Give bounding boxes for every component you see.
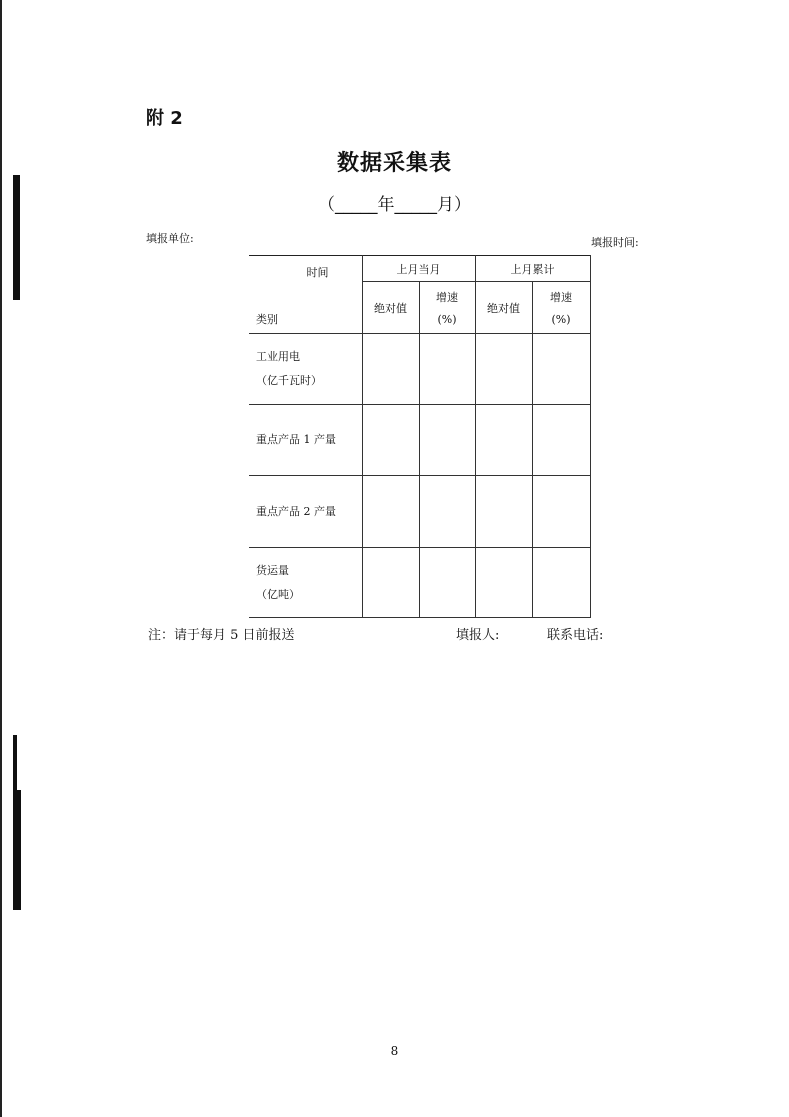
attachment-label: 附 2 bbox=[146, 108, 183, 129]
contact-phone-label: 联系电话: bbox=[547, 628, 604, 643]
value-cell[interactable] bbox=[362, 334, 419, 405]
reporting-time-label: 填报时间: bbox=[591, 236, 639, 249]
category-cell bbox=[249, 548, 362, 618]
value-cell[interactable] bbox=[362, 476, 419, 548]
reporting-unit-label: 填报单位: bbox=[146, 232, 194, 245]
scan-binding-mark bbox=[13, 735, 17, 795]
table-row bbox=[249, 548, 590, 618]
category-name: 货运量 bbox=[256, 563, 289, 577]
corner-time-label: 时间 bbox=[306, 266, 329, 279]
value-cell[interactable] bbox=[532, 548, 590, 618]
value-cell[interactable] bbox=[532, 476, 590, 548]
group-header-current-month: 上月当月 bbox=[362, 256, 475, 282]
category-name: 工业用电 bbox=[256, 350, 300, 363]
value-cell[interactable] bbox=[419, 476, 475, 548]
category-cell bbox=[249, 334, 362, 405]
submission-note: 注：请于每月 5 日前报送 bbox=[148, 628, 295, 643]
table-row bbox=[249, 334, 590, 405]
growth-label: 增速 bbox=[436, 291, 458, 304]
corner-category-label: 类别 bbox=[256, 313, 278, 326]
header-corner-cell bbox=[249, 256, 362, 334]
data-collection-table bbox=[249, 255, 591, 618]
value-cell[interactable] bbox=[419, 405, 475, 476]
category-name: 重点产品 1 产量 bbox=[256, 433, 336, 446]
group-header-cumulative: 上月累计 bbox=[475, 256, 590, 282]
category-name: 重点产品 2 产量 bbox=[256, 504, 336, 518]
subheader-absolute: 绝对值 bbox=[475, 282, 532, 334]
category-cell bbox=[249, 476, 362, 548]
growth-unit: (%) bbox=[437, 313, 457, 326]
value-cell[interactable] bbox=[362, 405, 419, 476]
value-cell[interactable] bbox=[419, 334, 475, 405]
subheader-growth bbox=[532, 282, 590, 334]
subheader-absolute: 绝对值 bbox=[362, 282, 419, 334]
value-cell[interactable] bbox=[475, 476, 532, 548]
subheader-growth bbox=[419, 282, 475, 334]
category-unit: （亿千瓦时） bbox=[256, 374, 322, 387]
table-row bbox=[249, 405, 590, 476]
growth-unit: (%) bbox=[551, 313, 571, 326]
value-cell[interactable] bbox=[475, 405, 532, 476]
value-cell[interactable] bbox=[532, 334, 590, 405]
value-cell[interactable] bbox=[362, 548, 419, 618]
table-row bbox=[249, 476, 590, 548]
value-cell[interactable] bbox=[475, 548, 532, 618]
value-cell[interactable] bbox=[419, 548, 475, 618]
category-cell bbox=[249, 405, 362, 476]
page-title: 数据采集表 bbox=[336, 151, 452, 176]
filler-label: 填报人: bbox=[456, 628, 500, 643]
page-number: 8 bbox=[390, 1044, 399, 1058]
value-cell[interactable] bbox=[475, 334, 532, 405]
growth-label: 增速 bbox=[550, 291, 572, 304]
value-cell[interactable] bbox=[532, 405, 590, 476]
category-unit: （亿吨） bbox=[256, 587, 300, 601]
period-line: （_____年_____月） bbox=[318, 195, 471, 215]
scan-binding-mark bbox=[13, 790, 21, 910]
